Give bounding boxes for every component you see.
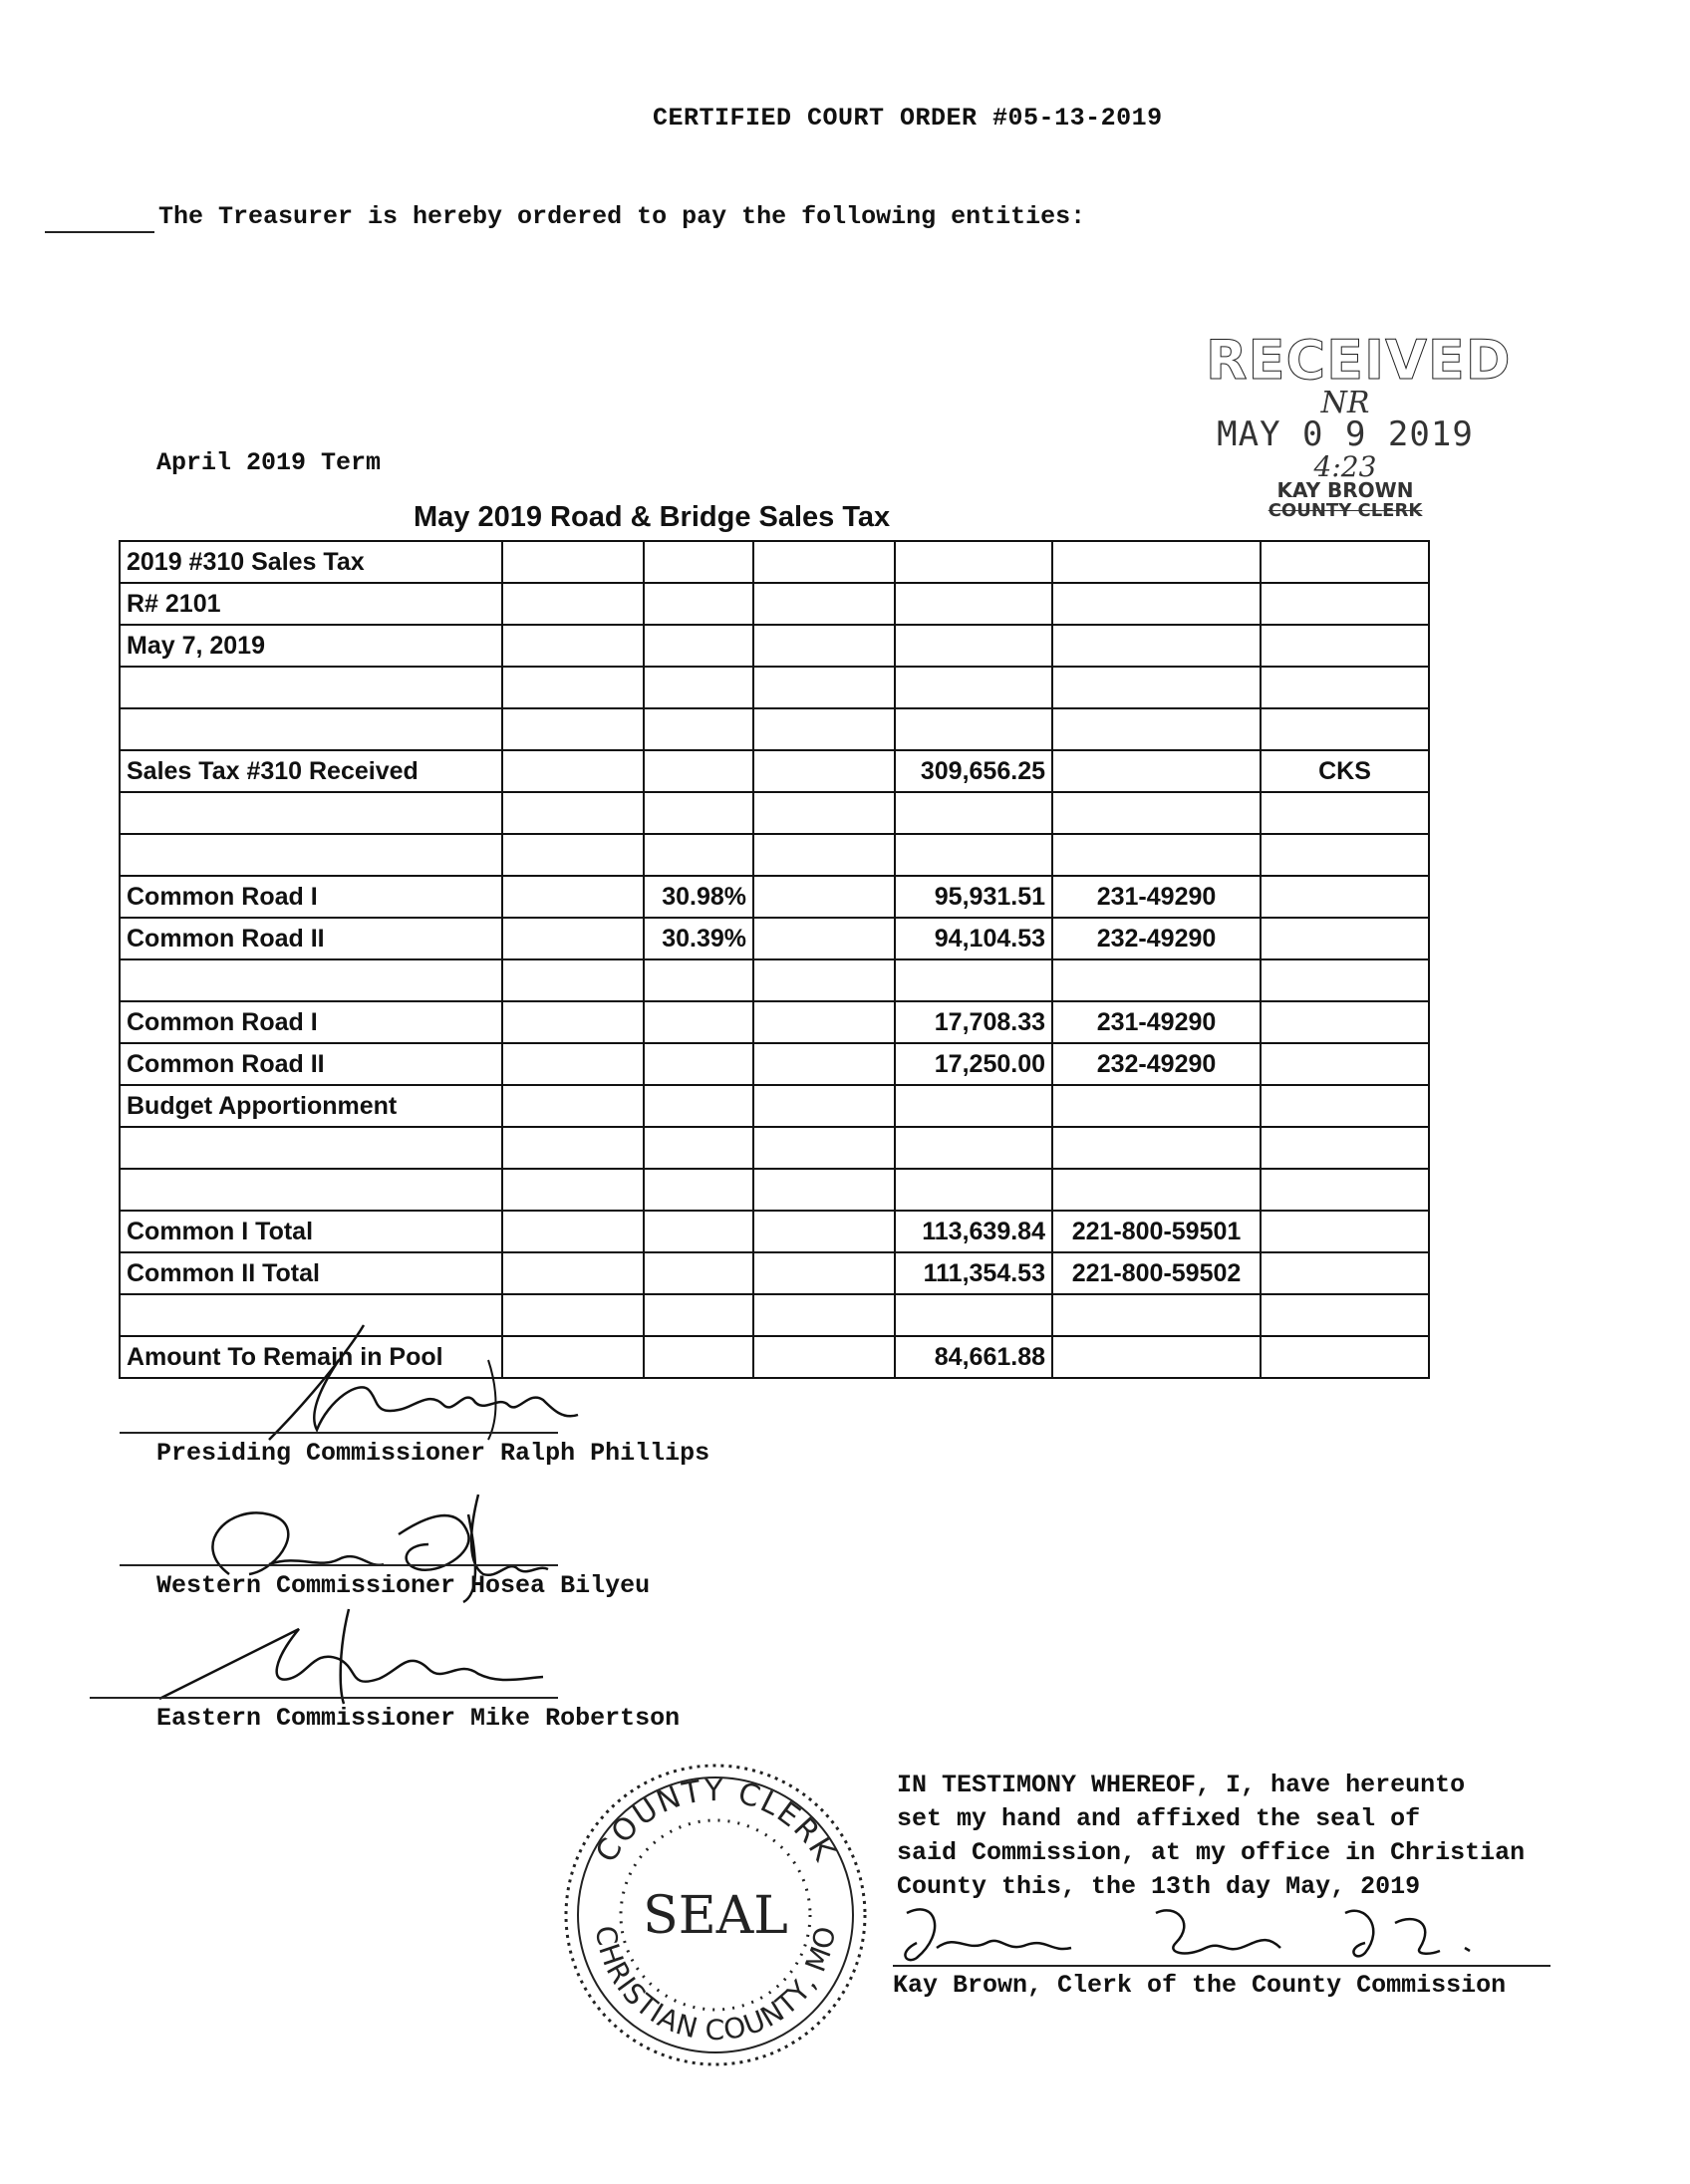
table-cell (753, 1294, 895, 1336)
table-cell: Common Road I (120, 876, 502, 918)
table-cell (644, 1043, 753, 1085)
table-cell (644, 834, 753, 876)
table-cell: May 7, 2019 (120, 625, 502, 667)
table-cell (502, 708, 644, 750)
order-title: CERTIFIED COURT ORDER #05-13-2019 (653, 104, 1163, 133)
western-signature-line (120, 1564, 558, 1566)
table-cell (644, 792, 753, 834)
table-cell (1261, 1294, 1429, 1336)
clerk-caption: Kay Brown, Clerk of the County Commission (893, 1971, 1507, 2000)
table-cell: 232-49290 (1052, 918, 1261, 959)
table-cell (120, 834, 502, 876)
table-cell (753, 834, 895, 876)
table-cell (895, 708, 1052, 750)
table-cell: 95,931.51 (895, 876, 1052, 918)
table-cell (895, 625, 1052, 667)
table-cell (1261, 1127, 1429, 1169)
table-cell (644, 1169, 753, 1211)
table-cell (120, 792, 502, 834)
table-cell (1052, 1127, 1261, 1169)
table-cell (644, 708, 753, 750)
table-cell (644, 583, 753, 625)
table-cell (1052, 834, 1261, 876)
presiding-signature-line (120, 1432, 558, 1434)
instruction-text: The Treasurer is hereby ordered to pay the following entities: (158, 202, 1086, 231)
table-cell (644, 1001, 753, 1043)
table-cell (895, 541, 1052, 583)
table-cell: Common I Total (120, 1211, 502, 1252)
table-row (120, 1211, 1429, 1252)
table-cell (1052, 1294, 1261, 1336)
table-cell (120, 708, 502, 750)
table-cell (1261, 1001, 1429, 1043)
table-cell (895, 792, 1052, 834)
instruction-leader-line (45, 202, 154, 233)
table-cell: 30.98% (644, 876, 753, 918)
table-cell (502, 750, 644, 792)
clerk-signature-icon (877, 1893, 1495, 1973)
table-cell: Common II Total (120, 1252, 502, 1294)
table-cell (753, 1043, 895, 1085)
table-row (120, 792, 1429, 834)
table-row (120, 667, 1429, 708)
table-cell (502, 1252, 644, 1294)
table-cell (502, 792, 644, 834)
table-cell: 231-49290 (1052, 876, 1261, 918)
table-cell (895, 959, 1052, 1001)
table-cell (502, 667, 644, 708)
table-row (120, 1252, 1429, 1294)
testimony-block (897, 1769, 1614, 1904)
table-cell (502, 1127, 644, 1169)
table-cell: Sales Tax #310 Received (120, 750, 502, 792)
received-initials: NR (1320, 386, 1370, 420)
sales-tax-table-body (120, 541, 1429, 1378)
seal-top-text: COUNTY CLERK (589, 1773, 842, 1869)
table-cell (120, 1127, 502, 1169)
table-cell: R# 2101 (120, 583, 502, 625)
table-cell: Common Road I (120, 1001, 502, 1043)
table-cell: 17,708.33 (895, 1001, 1052, 1043)
table-cell: 17,250.00 (895, 1043, 1052, 1085)
table-cell: 309,656.25 (895, 750, 1052, 792)
seal-center-text: SEAL (643, 1886, 788, 1946)
table-cell (644, 625, 753, 667)
table-cell (895, 583, 1052, 625)
table-cell (1261, 583, 1429, 625)
table-cell (1052, 625, 1261, 667)
table-cell: 30.39% (644, 918, 753, 959)
table-cell (1052, 792, 1261, 834)
table-cell (1261, 667, 1429, 708)
table-row (120, 834, 1429, 876)
table-cell (1052, 959, 1261, 1001)
table-cell (895, 1294, 1052, 1336)
table-cell (1261, 708, 1429, 750)
table-cell (1052, 583, 1261, 625)
table-cell (644, 1336, 753, 1378)
table-cell (1052, 1169, 1261, 1211)
table-cell (753, 583, 895, 625)
table-row (120, 750, 1429, 792)
table-cell (753, 1085, 895, 1127)
table-cell (644, 1294, 753, 1336)
table-cell (502, 918, 644, 959)
stamp-clerk-name: KAY BROWN (1276, 478, 1414, 502)
presiding-signature-icon (199, 1320, 618, 1450)
table-cell (753, 1127, 895, 1169)
table-cell (502, 959, 644, 1001)
table-cell: 113,639.84 (895, 1211, 1052, 1252)
table-cell (753, 708, 895, 750)
table-cell: Amount To Remain in Pool (120, 1336, 502, 1378)
table-cell (1052, 1085, 1261, 1127)
received-date: MAY 0 9 2019 (1217, 414, 1474, 454)
table-row (120, 708, 1429, 750)
table-row (120, 1043, 1429, 1085)
testimony-line: IN TESTIMONY WHEREOF, I, have hereunto (897, 1771, 1466, 1799)
clerk-signature-line (893, 1965, 1550, 1967)
table-cell (1052, 708, 1261, 750)
table-cell: 221-800-59502 (1052, 1252, 1261, 1294)
table-cell (120, 959, 502, 1001)
table-cell (1261, 918, 1429, 959)
table-cell (1261, 1085, 1429, 1127)
table-cell: 94,104.53 (895, 918, 1052, 959)
table-cell (1261, 625, 1429, 667)
sales-tax-table (119, 540, 1430, 1379)
table-row (120, 541, 1429, 583)
stamp-clerk-title: COUNTY CLERK (1268, 500, 1423, 521)
table-cell (502, 1043, 644, 1085)
table-row (120, 918, 1429, 959)
table-cell (1261, 1252, 1429, 1294)
table-cell (1261, 1211, 1429, 1252)
presiding-commissioner-caption: Presiding Commissioner Ralph Phillips (156, 1439, 710, 1468)
table-cell (1261, 1043, 1429, 1085)
table-cell (753, 541, 895, 583)
table-cell: 232-49290 (1052, 1043, 1261, 1085)
table-cell (753, 959, 895, 1001)
table-cell (1052, 667, 1261, 708)
table-row (120, 1127, 1429, 1169)
term-label: April 2019 Term (156, 448, 382, 477)
eastern-signature-line (90, 1697, 558, 1699)
table-cell (644, 541, 753, 583)
table-cell: 2019 #310 Sales Tax (120, 541, 502, 583)
table-cell (1052, 1336, 1261, 1378)
table-cell (895, 1127, 1052, 1169)
table-cell (1261, 1336, 1429, 1378)
table-cell (1261, 541, 1429, 583)
table-cell: CKS (1261, 750, 1429, 792)
table-row (120, 959, 1429, 1001)
table-cell (1052, 541, 1261, 583)
table-cell (753, 918, 895, 959)
table-cell (644, 959, 753, 1001)
table-cell (753, 667, 895, 708)
table-cell (502, 1169, 644, 1211)
western-commissioner-caption: Western Commissioner Hosea Bilyeu (156, 1571, 651, 1600)
payment-instruction (45, 202, 1085, 233)
testimony-line: said Commission, at my office in Christian (897, 1838, 1526, 1867)
table-cell: Common Road II (120, 1043, 502, 1085)
table-cell (1261, 959, 1429, 1001)
svg-text:COUNTY CLERK (589, 1774, 842, 1868)
table-row (120, 1085, 1429, 1127)
table-cell: 111,354.53 (895, 1252, 1052, 1294)
table-cell (644, 1127, 753, 1169)
table-cell (1261, 876, 1429, 918)
table-cell (502, 583, 644, 625)
table-cell (753, 1169, 895, 1211)
testimony-line: set my hand and affixed the seal of (897, 1804, 1421, 1833)
table-cell (502, 1001, 644, 1043)
table-cell (753, 625, 895, 667)
table-cell: 231-49290 (1052, 1001, 1261, 1043)
table-cell (1052, 750, 1261, 792)
table-cell (502, 1211, 644, 1252)
received-stamp (1206, 329, 1512, 521)
table-cell (644, 750, 753, 792)
table-cell (753, 1336, 895, 1378)
table-row (120, 876, 1429, 918)
table-cell (895, 667, 1052, 708)
table-cell (1261, 1169, 1429, 1211)
table-title: May 2019 Road & Bridge Sales Tax (414, 501, 891, 533)
table-cell (895, 834, 1052, 876)
seal-bottom-text: CHRISTIAN COUNTY, MO (588, 1923, 843, 2048)
table-cell: Common Road II (120, 918, 502, 959)
table-cell (1261, 792, 1429, 834)
table-cell (753, 792, 895, 834)
table-cell (753, 1211, 895, 1252)
table-cell (753, 876, 895, 918)
table-cell (644, 1211, 753, 1252)
testimony-line: County this, the 13th day May, 2019 (897, 1872, 1421, 1901)
table-cell (502, 876, 644, 918)
table-cell (753, 1252, 895, 1294)
table-cell: Budget Apportionment (120, 1085, 502, 1127)
table-cell (502, 834, 644, 876)
table-cell (502, 541, 644, 583)
table-cell (895, 1085, 1052, 1127)
table-cell (644, 667, 753, 708)
table-cell (895, 1169, 1052, 1211)
table-cell: 84,661.88 (895, 1336, 1052, 1378)
table-cell (753, 750, 895, 792)
table-cell: 221-800-59501 (1052, 1211, 1261, 1252)
eastern-commissioner-caption: Eastern Commissioner Mike Robertson (156, 1704, 681, 1733)
table-cell (502, 625, 644, 667)
table-cell (120, 667, 502, 708)
table-cell (753, 1001, 895, 1043)
table-cell (502, 1085, 644, 1127)
table-row (120, 1169, 1429, 1211)
received-label: RECEIVED (1206, 329, 1512, 392)
table-row (120, 1001, 1429, 1043)
table-cell (120, 1169, 502, 1211)
received-time: 4:23 (1313, 450, 1377, 483)
county-seal-icon (556, 1756, 875, 2074)
table-cell (644, 1085, 753, 1127)
table-row (120, 583, 1429, 625)
table-cell (644, 1252, 753, 1294)
table-cell (1261, 834, 1429, 876)
table-row (120, 625, 1429, 667)
